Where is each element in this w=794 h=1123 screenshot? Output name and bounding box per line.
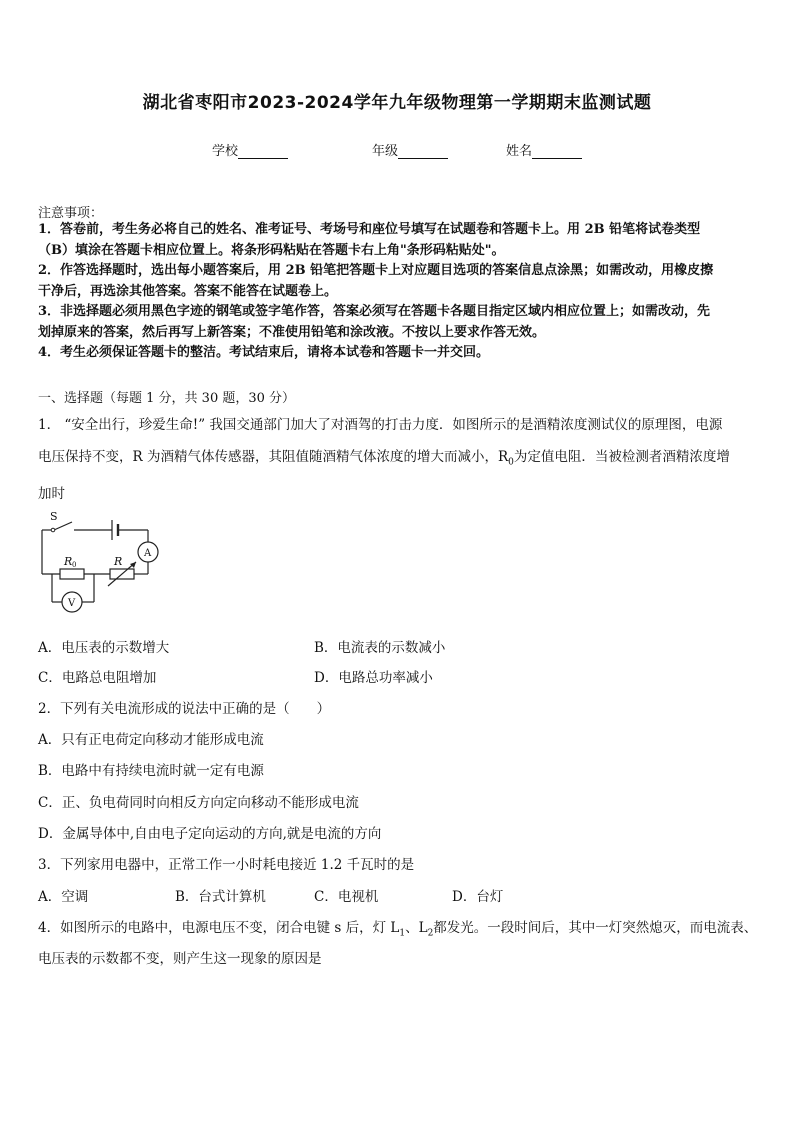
ammeter-label: A [144, 548, 152, 559]
q3-option-c: C．电视机 [314, 889, 379, 905]
q1-option-d: D．电路总功率减小 [314, 670, 433, 686]
notice-item-2-line-2: 干净后，再选涂其他答案。答案不能答在试题卷上。 [38, 283, 338, 299]
student-info-row [0, 140, 794, 162]
notice-item-1-line-1: 1．答卷前，考生务必将自己的姓名、准考证号、考场号和座位号填写在试题卷和答题卡上。用 2B 铅笔将试卷类型 [38, 222, 701, 237]
q2-option-b: B．电路中有持续电流时就一定有电源 [38, 763, 264, 779]
q1-line-2-a: 电压保持不变，R 为酒精气体传感器，其阻值随酒精气体浓度的增大而减小，R [38, 448, 509, 465]
r0-resistor [60, 569, 84, 579]
alcohol-tester-circuit-diagram [38, 508, 178, 618]
q4-line-1-b: 都发光。一段时间后，其中一灯突然熄灭，而电流表、 [433, 920, 758, 936]
r0-label: R [64, 555, 73, 568]
q2-option-a: A．只有正电荷定向移动才能形成电流 [38, 732, 264, 748]
name-blank [532, 144, 582, 159]
question-4-line-2: 电压表的示数都不变，则产生这一现象的原因是 [38, 951, 322, 967]
name-field [506, 140, 582, 159]
switch-label: S [50, 510, 58, 523]
q3-option-a: A．空调 [38, 889, 89, 905]
notice-list [38, 220, 758, 364]
q4-line-1-mid: 、L [405, 920, 428, 936]
grade-blank [398, 144, 448, 159]
q1-option-c: C．电路总电阻增加 [38, 670, 157, 686]
switch-contact [51, 528, 55, 532]
q2-option-d: D．金属导体中,自由电子定向运动的方向,就是电流的方向 [38, 826, 382, 842]
grade-label: 年级 [372, 144, 399, 159]
q3-option-d: D．台灯 [452, 889, 504, 905]
name-label: 姓名 [506, 144, 533, 159]
question-1-stem [38, 410, 760, 510]
r0-subscript: 0 [72, 561, 77, 569]
question-3-stem: 3．下列家用电器中，正常工作一小时耗电接近 1.2 千瓦时的是 [38, 857, 415, 873]
q4-line-1-a: 4．如图所示的电路中，电源电压不变，闭合电键 s 后，灯 L [38, 920, 400, 936]
q2-option-c: C．正、负电荷同时向相反方向定向移动不能形成电流 [38, 795, 359, 811]
section-heading: 一、选择题（每题 1 分，共 30 题，30 分） [38, 391, 296, 406]
q1-line-1: 1． “安全出行，珍爱生命!” 我国交通部门加大了对酒驾的打击力度．如图所示的是酒精浓度测试仪的原理图，电源 [38, 417, 723, 433]
notice-item-4: 4．考生必须保证答题卡的整洁。考试结束后，请将本试卷和答题卡一并交回。 [38, 345, 490, 360]
question-4-line-1 [38, 916, 757, 939]
q1-option-a: A．电压表的示数增大 [38, 640, 170, 656]
exam-title: 湖北省枣阳市2023-2024学年九年级物理第一学期期末监测试题 [142, 93, 652, 113]
r-label: R [114, 555, 123, 568]
q1-line-2-b: 为定值电阻．当被检测者酒精浓度增 [513, 448, 730, 465]
q1-line-2 [38, 442, 760, 479]
q1-line-3: 加时 [38, 485, 65, 502]
notice-heading: 注意事项： [38, 206, 104, 221]
grade-field [372, 140, 448, 159]
q3-option-b: B．台式计算机 [175, 889, 266, 905]
school-label: 学校 [212, 144, 239, 159]
notice-item-2-line-1: 2．作答选择题时，选出每小题答案后，用 2B 铅笔把答题卡上对应题目选项的答案信息点涂黑；如需改动，用橡皮擦 [38, 263, 714, 278]
switch-blade [54, 522, 72, 530]
notice-item-3-line-1: 3．非选择题必须用黑色字迹的钢笔或签字笔作答，答案必须写在答题卡各题目指定区域内相应位置上；如需改动，先 [38, 304, 711, 319]
question-2-stem: 2．下列有关电流形成的说法中正确的是（ ） [38, 701, 331, 717]
q1-option-b: B．电流表的示数减小 [314, 640, 446, 656]
q4-sub-1: 1 [399, 928, 406, 939]
school-field [212, 140, 288, 159]
notice-item-1-line-2: （B）填涂在答题卡相应位置上。将条形码粘贴在答题卡右上角"条形码粘贴处"。 [38, 242, 505, 258]
voltmeter-label: V [68, 598, 76, 609]
notice-item-3-line-2: 划掉原来的答案，然后再写上新答案；不准使用铅笔和涂改液。不按以上要求作答无效。 [38, 324, 546, 340]
school-blank [238, 144, 288, 159]
q1-line-2-sub: 0 [508, 457, 514, 468]
q4-sub-2: 2 [427, 928, 434, 939]
